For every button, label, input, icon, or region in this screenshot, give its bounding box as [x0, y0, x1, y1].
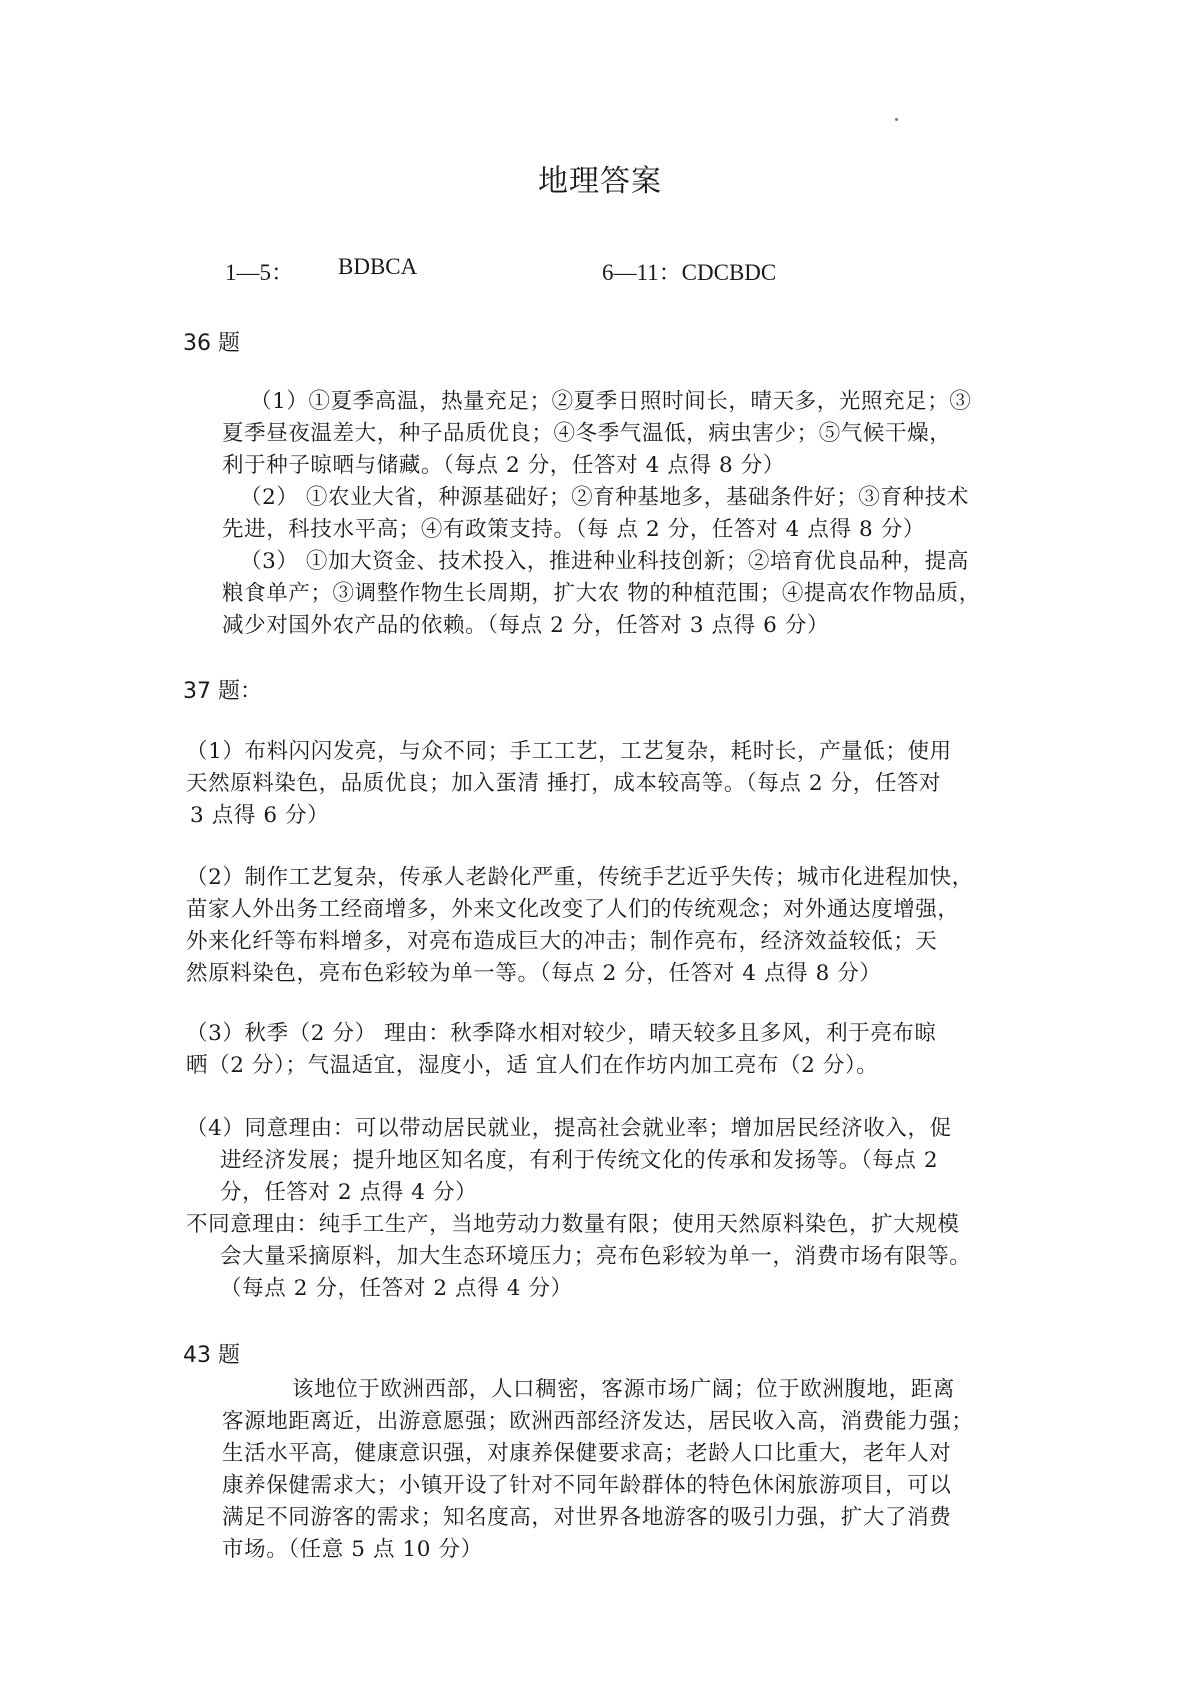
q37-answer-1 — [186, 736, 1026, 832]
text-line: 先进，科技水平高；④有政策支持。（每 点 2 分，任答对 4 点得 8 分） — [222, 517, 925, 542]
q36-answer-1 — [222, 386, 1062, 482]
text-line: 苗家人外出务工经商增多，外来文化改变了人们的传统观念；对外通达度增强， — [186, 897, 960, 922]
text-line: 分，任答对 2 点得 4 分） — [220, 1180, 478, 1205]
text-line: 满足不同游客的需求；知名度高，对世界各地游客的吸引力强，扩大了消费 — [222, 1505, 952, 1530]
mc-range-1: 1—5： — [225, 260, 294, 285]
text-line: 进经济发展；提升地区知名度，有利于传统文化的传承和发扬等。（每点 2 — [220, 1148, 939, 1173]
text-line: 会大量采摘原料，加大生态环境压力；亮布色彩较为单一，消费市场有限等。 — [220, 1244, 972, 1269]
text-line: （2） ①农业大省，种源基础好；②育种基地多，基础条件好；③育种技术 — [240, 485, 969, 510]
text-line: 市场。（任意 5 点 10 分） — [222, 1537, 483, 1562]
q36-answer-3 — [222, 546, 1062, 642]
text-line: （3） ①加大资金、技术投入，推进种业科技创新；②培育优良品种，提高 — [240, 549, 969, 574]
q36-answer-2 — [222, 482, 1062, 546]
text-line: 减少对国外农产品的依赖。（每点 2 分，任答对 3 点得 6 分） — [222, 613, 830, 638]
text-line: 然原料染色，亮布色彩较为单一等。（每点 2 分，任答对 4 点得 8 分） — [186, 961, 882, 986]
text-line: （1）①夏季高温，热量充足；②夏季日照时间长，晴天多，光照充足；③ — [250, 389, 972, 414]
text-line: 生活水平高，健康意识强，对康养保健要求高；老龄人口比重大，老年人对 — [222, 1441, 952, 1466]
text-line: 晒（2 分）；气温适宜，湿度小，适 宜人们在作坊内加工亮布（2 分）。 — [186, 1053, 879, 1078]
text-line: 不同意理由：纯手工生产，当地劳动力数量有限；使用天然原料染色，扩大规模 — [186, 1212, 960, 1237]
mc-answers-1: BDBCA — [338, 254, 418, 279]
text-line: 利于种子晾晒与储藏。（每点 2 分，任答对 4 点得 8 分） — [222, 453, 785, 478]
text-line: （每点 2 分，任答对 2 点得 4 分） — [220, 1276, 573, 1301]
text-line: 该地位于欧洲西部，人口稠密，客源市场广阔；位于欧洲腹地，距离 — [292, 1377, 956, 1402]
text-line: 客源地距离近，出游意愿强；欧洲西部经济发达，居民收入高，消费能力强； — [222, 1409, 974, 1434]
q37-answer-3 — [186, 1018, 1026, 1082]
text-line: 3 点得 6 分） — [190, 803, 330, 828]
text-line: 粮食单产；③调整作物生长周期，扩大农 物的种植范围；④提高农作物品质， — [222, 581, 981, 606]
question-37-heading: 37 题： — [183, 679, 262, 704]
text-line: （4）同意理由：可以带动居民就业，提高社会就业率；增加居民经济收入，促 — [186, 1116, 952, 1141]
q43-answer — [222, 1374, 1062, 1566]
scan-speck — [895, 118, 898, 121]
question-43-heading: 43 题 — [183, 1343, 240, 1368]
question-36-heading: 36 题 — [183, 331, 240, 356]
q37-answer-2 — [186, 862, 1026, 990]
text-line: 外来化纤等布料增多，对亮布造成巨大的冲击；制作亮布，经济效益较低；天 — [186, 929, 938, 954]
q37-answer-4 — [186, 1113, 1026, 1209]
page-title: 地理答案 — [538, 164, 662, 199]
mc-answers-2: 6—11：CDCBDC — [602, 260, 777, 285]
text-line: 夏季昼夜温差大，种子品质优良；④冬季气温低，病虫害少；⑤气候干燥， — [222, 421, 952, 446]
text-line: 康养保健需求大；小镇开设了针对不同年龄群体的特色休闲旅游项目，可以 — [222, 1473, 952, 1498]
q37-answer-5 — [186, 1209, 1026, 1305]
text-line: （3）秋季（2 分） 理由：秋季降水相对较少，晴天较多且多风，利于亮布晾 — [186, 1021, 937, 1046]
text-line: 天然原料染色，品质优良；加入蛋清 捶打，成本较高等。（每点 2 分，任答对 — [186, 771, 942, 796]
text-line: （1）布料闪闪发亮，与众不同；手工工艺，工艺复杂，耗时长，产量低；使用 — [186, 739, 952, 764]
text-line: （2）制作工艺复杂，传承人老龄化严重，传统手艺近乎失传；城市化进程加快， — [186, 865, 974, 890]
